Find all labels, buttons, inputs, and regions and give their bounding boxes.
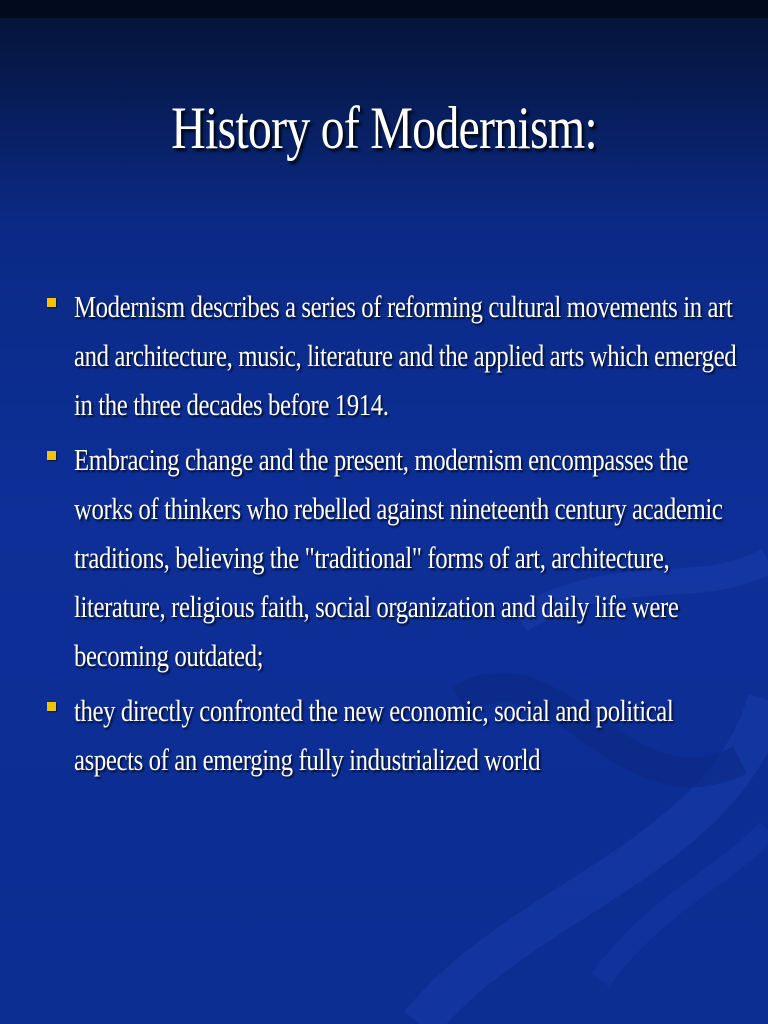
bullet-item bbox=[40, 686, 740, 784]
bullet-item bbox=[40, 282, 740, 429]
bullet-text: Embracing change and the present, modernism encompasses the works of thinkers who rebelled against nineteenth century academic traditions, believing the "traditional" forms of art, architecture, literature, religious faith, social organization and daily life were becoming outdated; bbox=[74, 442, 723, 673]
bullet-list bbox=[40, 282, 740, 790]
bullet-text: Modernism describes a series of reforming cultural movements in art and architecture, music, literature and the applied arts which emerged in the three decades before 1914. bbox=[74, 289, 737, 422]
bullet-text: they directly confronted the new economic, social and political aspects of an emerging fully industrialized world bbox=[74, 693, 674, 777]
bullet-item bbox=[40, 435, 740, 680]
slide-title: History of Modernism: bbox=[171, 95, 597, 161]
square-bullet-icon bbox=[47, 702, 56, 711]
square-bullet-icon bbox=[47, 451, 56, 460]
top-band bbox=[0, 0, 768, 18]
square-bullet-icon bbox=[47, 298, 56, 307]
